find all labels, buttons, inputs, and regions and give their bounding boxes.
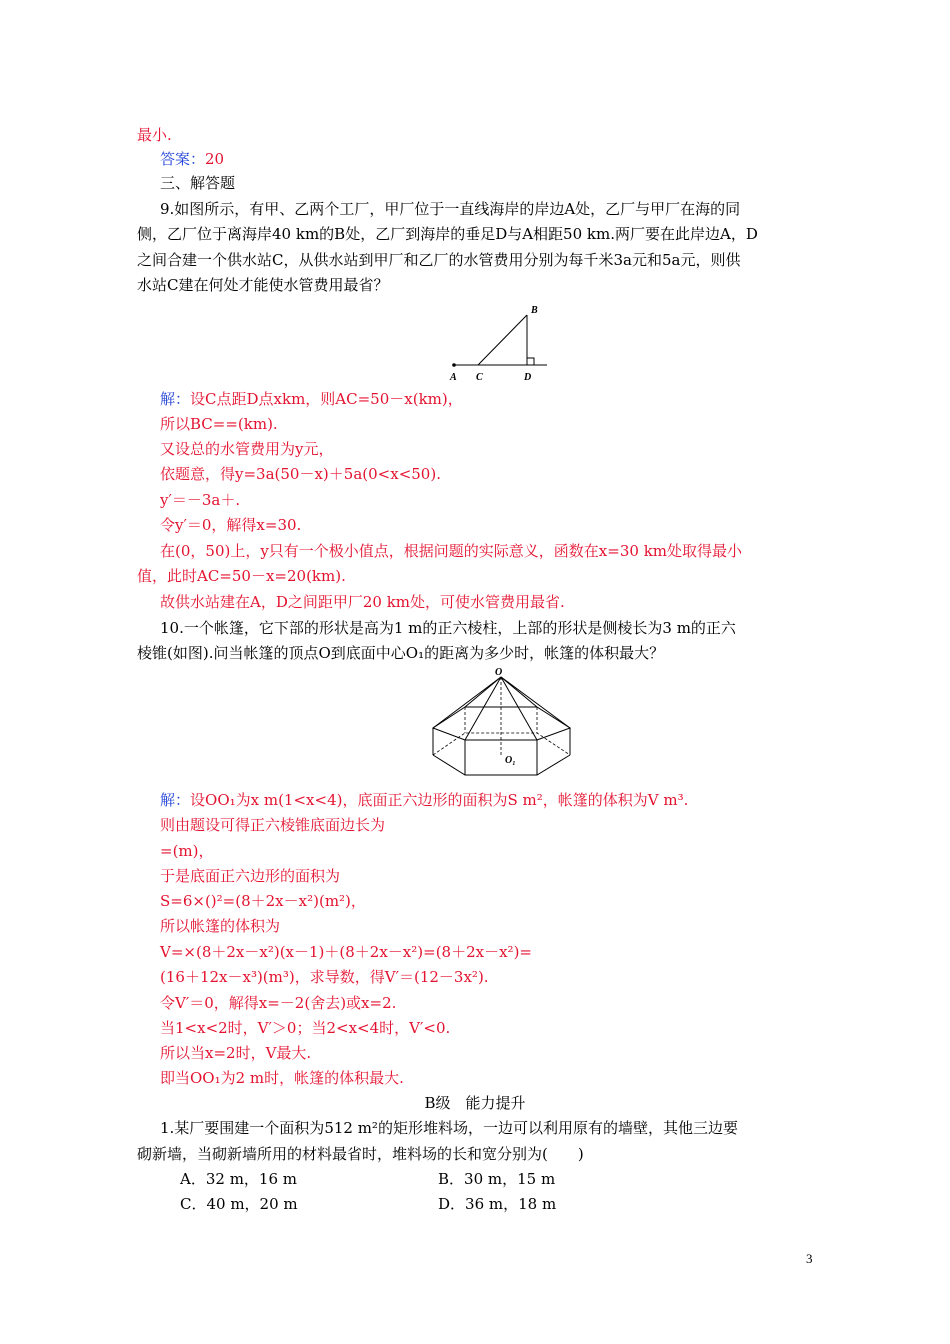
answer-value: 20 <box>205 150 225 168</box>
solution10-line3: =(m)， <box>160 842 214 860</box>
solution-text: 设OO₁为x m(1<x<4)，底面正六边形的面积为S m²，帐篷的体积为V m³. <box>190 791 689 809</box>
solution-text: 设C点距D点xkm，则AC=50－x(km)， <box>190 390 463 408</box>
problem9-line3: 之间合建一个供水站C，从供水站到甲厂和乙厂的水管费用分别为每千米3a元和5a元，则供 <box>137 251 741 269</box>
solution10-line9: 令V′＝0，解得x=－2(舍去)或x=2. <box>160 994 397 1012</box>
solution9-line6: 令y′＝0，解得x=30. <box>160 516 302 534</box>
section-heading: 三、解答题 <box>160 174 236 192</box>
solution10-line7: V=×(8＋2x－x²)(x－1)＋(8＋2x－x²)=(8＋2x－x²)= <box>160 943 532 961</box>
option-d: D．36 m，18 m <box>438 1195 557 1213</box>
solution10-line1 <box>160 791 688 810</box>
pyramid-edge-4 <box>501 677 570 728</box>
answer-line <box>160 150 224 169</box>
problem9-line4: 水站C建在何处才能使水管费用最省？ <box>137 276 389 294</box>
pyramid-edge-2 <box>465 677 501 707</box>
problem-b1-line2: 砌新墙，当砌新墙所用的材料最省时，堆料场的长和宽分别为( ) <box>137 1145 584 1163</box>
label-o1: O₁ <box>505 755 516 766</box>
solution9-line4: 依题意，得y=3a(50－x)＋5a(0<x<50). <box>160 465 441 483</box>
option-a: A．32 m，16 m <box>180 1170 297 1188</box>
option-b: B．30 m，15 m <box>438 1170 556 1188</box>
label-o: O <box>495 667 503 678</box>
solution10-line11: 所以当x=2时，V最大. <box>160 1044 312 1062</box>
page-number: 3 <box>806 1251 813 1266</box>
problem9-line1: 9.如图所示，有甲、乙两个工厂，甲厂位于一直线海岸的岸边A处，乙厂与甲厂在海的同 <box>160 200 741 218</box>
solution10-line4: 于是底面正六边形的面积为 <box>160 867 341 885</box>
solution-label: 解： <box>160 390 191 408</box>
answer-label: 答案： <box>160 150 206 168</box>
solution10-line6: 所以帐篷的体积为 <box>160 917 281 935</box>
hexagon-top <box>433 707 570 740</box>
solution10-line5: S=6×()²=(8＋2x－x²)(m²)， <box>160 892 366 910</box>
pyramid-edge-1 <box>433 677 501 728</box>
solution10-line8: (16＋12x－x³)(m³)，求导数，得V′＝(12－3x²). <box>160 968 489 986</box>
segment-cb <box>478 315 527 365</box>
solution9-line2: 所以BC==(km). <box>160 415 278 433</box>
solution9-line9: 故供水站建在A，D之间距甲厂20 km处，可使水管费用最省. <box>160 593 565 611</box>
line-01: 最小. <box>137 126 172 144</box>
label-a: A <box>450 372 457 383</box>
label-d: D <box>524 372 532 383</box>
solution10-line2: 则由题设可得正六棱锥底面边长为 <box>160 816 386 834</box>
problem9-line2: 侧，乙厂位于离海岸40 km的B处，乙厂到海岸的垂足D与A相距50 km.两厂要在此岸边A，D <box>137 225 758 243</box>
solution9-line7: 在(0，50)上，y只有一个极小值点，根据问题的实际意义，函数在x=30 km处取得最小 <box>160 542 743 560</box>
option-c: C．40 m，20 m <box>180 1195 298 1213</box>
tent-hidden-edges <box>433 677 570 757</box>
solution9-line1 <box>160 390 463 409</box>
solution10-line12: 即当OO₁为2 m时，帐篷的体积最大. <box>160 1069 404 1087</box>
solution10-line10: 当1<x<2时，V′＞0；当2<x<4时，V′<0. <box>160 1019 451 1037</box>
point-a <box>452 363 456 367</box>
pyramid-edge-6 <box>501 677 537 740</box>
hexagon-bottom-front <box>433 755 570 775</box>
solution-label: 解： <box>160 791 191 809</box>
problem-b1-line1: 1.某厂要围建一个面积为512 m²的矩形堆料场，一边可以利用原有的墙壁，其他三边要 <box>160 1119 738 1137</box>
problem10-line2: 棱锥(如图).问当帐篷的顶点O到底面中心O₁的距离为多少时，帐篷的体积最大？ <box>137 644 665 662</box>
figure-tent <box>425 665 577 781</box>
tent-solid-edges <box>433 677 570 775</box>
solution9-line3: 又设总的水管费用为y元， <box>160 440 334 458</box>
problem10-line1: 10.一个帐篷，它下部的形状是高为1 m的正六棱柱，上部的形状是侧棱长为3 m的正六 <box>160 619 736 637</box>
pyramid-edge-5 <box>465 677 501 740</box>
solution9-line8: 值，此时AC=50－x=20(km). <box>137 567 346 585</box>
label-b: B <box>531 305 538 316</box>
level-b-heading: B级 能力提升 <box>424 1094 526 1112</box>
right-angle-mark <box>527 358 534 365</box>
figure-triangle <box>440 300 560 384</box>
solution9-line5: y′＝－3a＋. <box>160 491 241 509</box>
hexagon-bottom-back <box>433 733 570 755</box>
label-c: C <box>476 372 483 383</box>
